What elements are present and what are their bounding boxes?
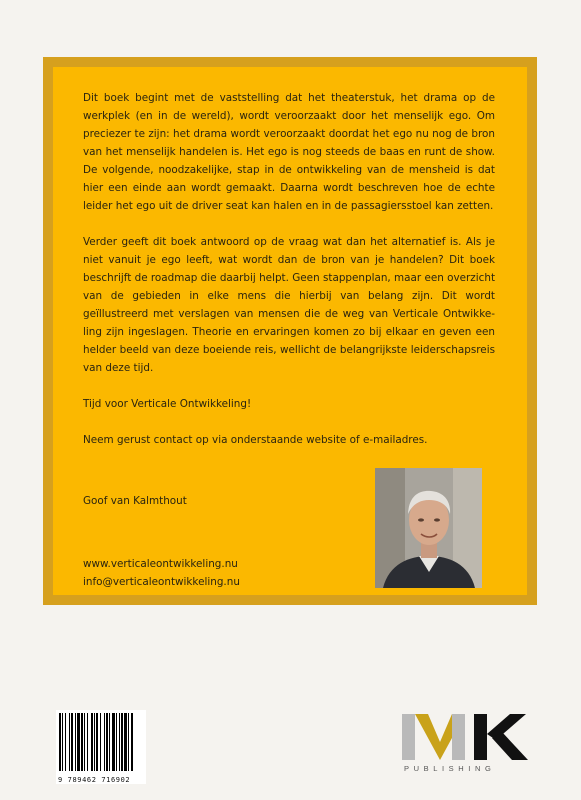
paragraph-alternative: Verder geeft dit boek antwoord op de vraag wat dan het alternatief is. Als je niet vanuit je ego leeft, wat wordt dan de bron van je handelen? Dit boek beschrijft de roadmap die daarbij helpt. Geen stappenplan, maar een overzicht van de gebieden in elke mens die hierbij van belang zijn. Dit wordt geïllustreerd met verslagen van mensen die de weg van Verticale Ontwikkeling zijn ingeslagen. Theorie en ervaringen komen zo bij elkaar en geven een helder beeld van deze boeiende reis, wellicht de belangrijkste leiderschapsreis van deze tijd. (83, 236, 496, 374)
publisher-name: PUBLISHING (404, 764, 496, 773)
email-link[interactable]: info@verticaleontwikkeling.nu (83, 576, 240, 588)
paragraph-tagline: Tijd voor Verticale Ontwikkeling! (83, 398, 252, 410)
blurb (83, 89, 495, 467)
paragraph-intro: Dit boek begint met de vaststelling dat het theaterstuk, het drama op de werkplek (en in de wereld), wordt veroorzaakt door het menselijk ego. Om preciezer te zijn: het drama wordt veroorzaakt doordat het ego nu nog de bron van het menselijk handelen is. Het ego is nog steeds de baas en runt de show. De volgende, noodzakelijke, stap in de ontwikkeling van de mensheid is dat hier een einde aan wordt gemaakt. Daarna wordt beschreven hoe de echte leider het ego uit de driver seat kan halen en in de passagiersstoel kan zetten. (83, 92, 495, 212)
isbn-barcode (56, 710, 146, 784)
website-link[interactable]: www.verticaleontwikkeling.nu (83, 558, 238, 570)
isbn-digits: 9 789462 716902 (58, 776, 131, 784)
barcode-bars (59, 713, 145, 771)
author-name: Goof van Kalmthout (83, 495, 187, 507)
contact-links (83, 555, 240, 591)
author-portrait-image (375, 468, 482, 588)
back-cover-frame (43, 57, 537, 605)
paragraph-contact: Neem gerust contact op via onderstaande website of e-mailadres. (83, 434, 428, 446)
author-photo (375, 468, 482, 588)
text-panel (53, 67, 527, 595)
